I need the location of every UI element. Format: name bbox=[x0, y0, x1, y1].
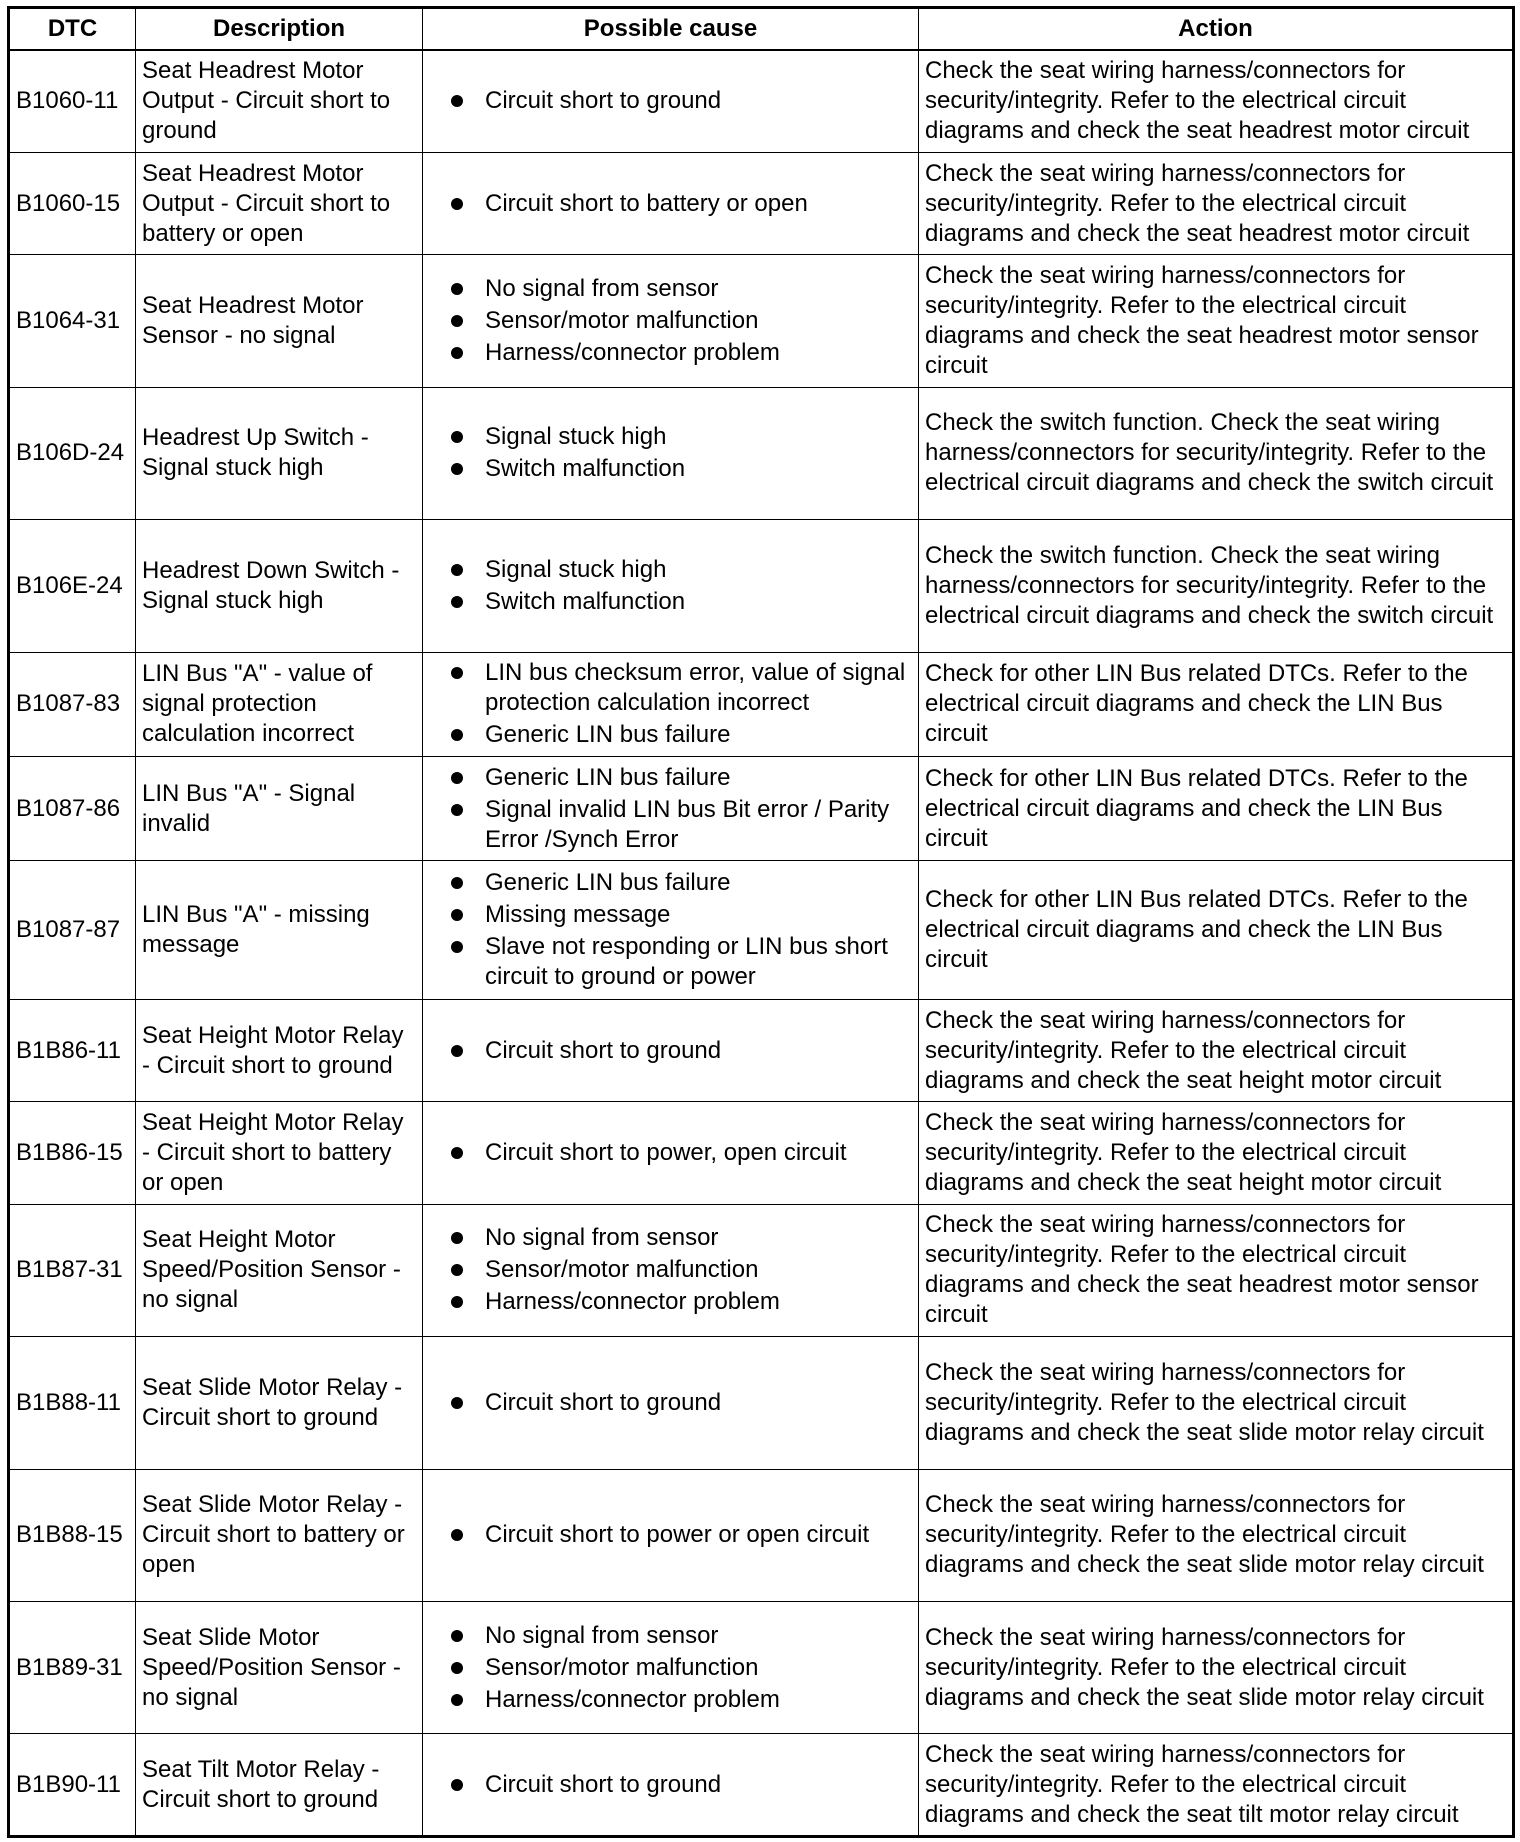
dtc-code: B1B90-11 bbox=[9, 1734, 136, 1837]
table-row bbox=[9, 520, 1514, 652]
possible-cause-cell bbox=[423, 861, 919, 1000]
column-header-action: Action bbox=[919, 8, 1514, 51]
dtc-table bbox=[7, 6, 1515, 1838]
possible-cause-item: Circuit short to ground bbox=[451, 86, 912, 116]
action-text: Check for other LIN Bus related DTCs. Refer to the electrical circuit diagrams and check the LIN Bus circuit bbox=[919, 652, 1514, 756]
possible-cause-list bbox=[429, 658, 912, 750]
possible-cause-item: Sensor/motor malfunction bbox=[451, 1653, 912, 1683]
possible-cause-cell bbox=[423, 757, 919, 861]
action-text: Check the seat wiring harness/connectors for security/integrity. Refer to the electrical circuit diagrams and check the seat headrest motor sensor circuit bbox=[919, 255, 1514, 387]
possible-cause-cell bbox=[423, 1602, 919, 1734]
possible-cause-list bbox=[429, 422, 912, 484]
dtc-description: Seat Slide Motor Relay - Circuit short to ground bbox=[136, 1337, 423, 1469]
possible-cause-item: Circuit short to power, open circuit bbox=[451, 1138, 912, 1168]
possible-cause-item: Harness/connector problem bbox=[451, 1287, 912, 1317]
table-row bbox=[9, 152, 1514, 254]
possible-cause-cell bbox=[423, 1734, 919, 1837]
possible-cause-list bbox=[429, 86, 912, 116]
dtc-code: B1B86-15 bbox=[9, 1102, 136, 1204]
table-row bbox=[9, 1337, 1514, 1469]
possible-cause-item: Generic LIN bus failure bbox=[451, 763, 912, 793]
possible-cause-list bbox=[429, 555, 912, 617]
table-row bbox=[9, 255, 1514, 387]
dtc-code: B106E-24 bbox=[9, 520, 136, 652]
possible-cause-list bbox=[429, 1621, 912, 1715]
possible-cause-item: Switch malfunction bbox=[451, 454, 912, 484]
dtc-description: Seat Headrest Motor Output - Circuit short to ground bbox=[136, 50, 423, 152]
possible-cause-list bbox=[429, 1520, 912, 1550]
table-row bbox=[9, 861, 1514, 1000]
dtc-description: Seat Slide Motor Relay - Circuit short to battery or open bbox=[136, 1469, 423, 1601]
possible-cause-item: No signal from sensor bbox=[451, 1223, 912, 1253]
dtc-description: Seat Height Motor Relay - Circuit short to ground bbox=[136, 999, 423, 1101]
possible-cause-item: Sensor/motor malfunction bbox=[451, 306, 912, 336]
table-header bbox=[9, 8, 1514, 51]
table-row bbox=[9, 1469, 1514, 1601]
possible-cause-item: Signal stuck high bbox=[451, 555, 912, 585]
possible-cause-cell bbox=[423, 1469, 919, 1601]
possible-cause-list bbox=[429, 1223, 912, 1317]
dtc-code: B1B86-11 bbox=[9, 999, 136, 1101]
possible-cause-list bbox=[429, 1036, 912, 1066]
possible-cause-item: No signal from sensor bbox=[451, 1621, 912, 1651]
possible-cause-item: No signal from sensor bbox=[451, 274, 912, 304]
dtc-description: Headrest Up Switch - Signal stuck high bbox=[136, 387, 423, 519]
possible-cause-item: Harness/connector problem bbox=[451, 1685, 912, 1715]
action-text: Check the seat wiring harness/connectors for security/integrity. Refer to the electrical circuit diagrams and check the seat headrest motor circuit bbox=[919, 50, 1514, 152]
table-body bbox=[9, 50, 1514, 1837]
possible-cause-item: Generic LIN bus failure bbox=[451, 868, 912, 898]
possible-cause-cell bbox=[423, 255, 919, 387]
action-text: Check the seat wiring harness/connectors for security/integrity. Refer to the electrical circuit diagrams and check the seat slide motor relay circuit bbox=[919, 1602, 1514, 1734]
column-header-description: Description bbox=[136, 8, 423, 51]
table-row bbox=[9, 1734, 1514, 1837]
possible-cause-item: Switch malfunction bbox=[451, 587, 912, 617]
possible-cause-list bbox=[429, 868, 912, 992]
table-row bbox=[9, 1102, 1514, 1204]
table-row bbox=[9, 999, 1514, 1101]
action-text: Check the switch function. Check the seat wiring harness/connectors for security/integrity. Refer to the electrical circuit diagrams and check the switch circuit bbox=[919, 520, 1514, 652]
table-row bbox=[9, 50, 1514, 152]
dtc-code: B1087-83 bbox=[9, 652, 136, 756]
dtc-description: Seat Slide Motor Speed/Position Sensor - no signal bbox=[136, 1602, 423, 1734]
possible-cause-cell bbox=[423, 999, 919, 1101]
dtc-description: LIN Bus "A" - value of signal protection calculation incorrect bbox=[136, 652, 423, 756]
possible-cause-cell bbox=[423, 387, 919, 519]
action-text: Check for other LIN Bus related DTCs. Refer to the electrical circuit diagrams and check the LIN Bus circuit bbox=[919, 861, 1514, 1000]
possible-cause-item: Generic LIN bus failure bbox=[451, 720, 912, 750]
possible-cause-list bbox=[429, 1138, 912, 1168]
table-row bbox=[9, 387, 1514, 519]
dtc-description: Seat Headrest Motor Sensor - no signal bbox=[136, 255, 423, 387]
possible-cause-item: Missing message bbox=[451, 900, 912, 930]
table-row bbox=[9, 652, 1514, 756]
column-header-dtc: DTC bbox=[9, 8, 136, 51]
dtc-code: B1087-86 bbox=[9, 757, 136, 861]
possible-cause-item: Signal invalid LIN bus Bit error / Parity Error /Synch Error bbox=[451, 795, 912, 855]
dtc-description: Seat Height Motor Relay - Circuit short to battery or open bbox=[136, 1102, 423, 1204]
table-row bbox=[9, 757, 1514, 861]
possible-cause-list bbox=[429, 274, 912, 368]
possible-cause-item: Circuit short to power or open circuit bbox=[451, 1520, 912, 1550]
possible-cause-cell bbox=[423, 520, 919, 652]
dtc-description: Headrest Down Switch - Signal stuck high bbox=[136, 520, 423, 652]
header-row bbox=[9, 8, 1514, 51]
action-text: Check the seat wiring harness/connectors for security/integrity. Refer to the electrical circuit diagrams and check the seat height motor circuit bbox=[919, 999, 1514, 1101]
possible-cause-cell bbox=[423, 1102, 919, 1204]
dtc-description: Seat Tilt Motor Relay - Circuit short to ground bbox=[136, 1734, 423, 1837]
dtc-description: Seat Height Motor Speed/Position Sensor - no signal bbox=[136, 1204, 423, 1336]
action-text: Check the switch function. Check the seat wiring harness/connectors for security/integrity. Refer to the electrical circuit diagrams and check the switch circuit bbox=[919, 387, 1514, 519]
possible-cause-list bbox=[429, 763, 912, 855]
possible-cause-item: Signal stuck high bbox=[451, 422, 912, 452]
possible-cause-item: Circuit short to ground bbox=[451, 1770, 912, 1800]
action-text: Check the seat wiring harness/connectors for security/integrity. Refer to the electrical circuit diagrams and check the seat tilt motor relay circuit bbox=[919, 1734, 1514, 1837]
dtc-code: B1B87-31 bbox=[9, 1204, 136, 1336]
possible-cause-item: Circuit short to battery or open bbox=[451, 189, 912, 219]
possible-cause-item: Circuit short to ground bbox=[451, 1036, 912, 1066]
dtc-code: B1064-31 bbox=[9, 255, 136, 387]
action-text: Check the seat wiring harness/connectors for security/integrity. Refer to the electrical circuit diagrams and check the seat slide motor relay circuit bbox=[919, 1469, 1514, 1601]
action-text: Check the seat wiring harness/connectors for security/integrity. Refer to the electrical circuit diagrams and check the seat headrest motor sensor circuit bbox=[919, 1204, 1514, 1336]
possible-cause-cell bbox=[423, 1204, 919, 1336]
dtc-code: B1087-87 bbox=[9, 861, 136, 1000]
dtc-code: B1B88-15 bbox=[9, 1469, 136, 1601]
dtc-code: B1060-15 bbox=[9, 152, 136, 254]
possible-cause-cell bbox=[423, 152, 919, 254]
possible-cause-list bbox=[429, 1770, 912, 1800]
possible-cause-cell bbox=[423, 1337, 919, 1469]
possible-cause-item: Sensor/motor malfunction bbox=[451, 1255, 912, 1285]
possible-cause-list bbox=[429, 1388, 912, 1418]
table-row bbox=[9, 1602, 1514, 1734]
dtc-code: B1B88-11 bbox=[9, 1337, 136, 1469]
action-text: Check the seat wiring harness/connectors for security/integrity. Refer to the electrical circuit diagrams and check the seat headrest motor circuit bbox=[919, 152, 1514, 254]
dtc-description: Seat Headrest Motor Output - Circuit short to battery or open bbox=[136, 152, 423, 254]
action-text: Check the seat wiring harness/connectors for security/integrity. Refer to the electrical circuit diagrams and check the seat slide motor relay circuit bbox=[919, 1337, 1514, 1469]
table-row bbox=[9, 1204, 1514, 1336]
possible-cause-cell bbox=[423, 652, 919, 756]
dtc-description: LIN Bus "A" - missing message bbox=[136, 861, 423, 1000]
action-text: Check for other LIN Bus related DTCs. Refer to the electrical circuit diagrams and check the LIN Bus circuit bbox=[919, 757, 1514, 861]
column-header-possible-cause: Possible cause bbox=[423, 8, 919, 51]
possible-cause-item: Circuit short to ground bbox=[451, 1388, 912, 1418]
dtc-code: B1060-11 bbox=[9, 50, 136, 152]
dtc-description: LIN Bus "A" - Signal invalid bbox=[136, 757, 423, 861]
possible-cause-item: Harness/connector problem bbox=[451, 338, 912, 368]
possible-cause-list bbox=[429, 189, 912, 219]
possible-cause-item: Slave not responding or LIN bus short circuit to ground or power bbox=[451, 932, 912, 992]
dtc-code: B1B89-31 bbox=[9, 1602, 136, 1734]
action-text: Check the seat wiring harness/connectors for security/integrity. Refer to the electrical circuit diagrams and check the seat height motor circuit bbox=[919, 1102, 1514, 1204]
possible-cause-item: LIN bus checksum error, value of signal protection calculation incorrect bbox=[451, 658, 912, 718]
dtc-code: B106D-24 bbox=[9, 387, 136, 519]
possible-cause-cell bbox=[423, 50, 919, 152]
